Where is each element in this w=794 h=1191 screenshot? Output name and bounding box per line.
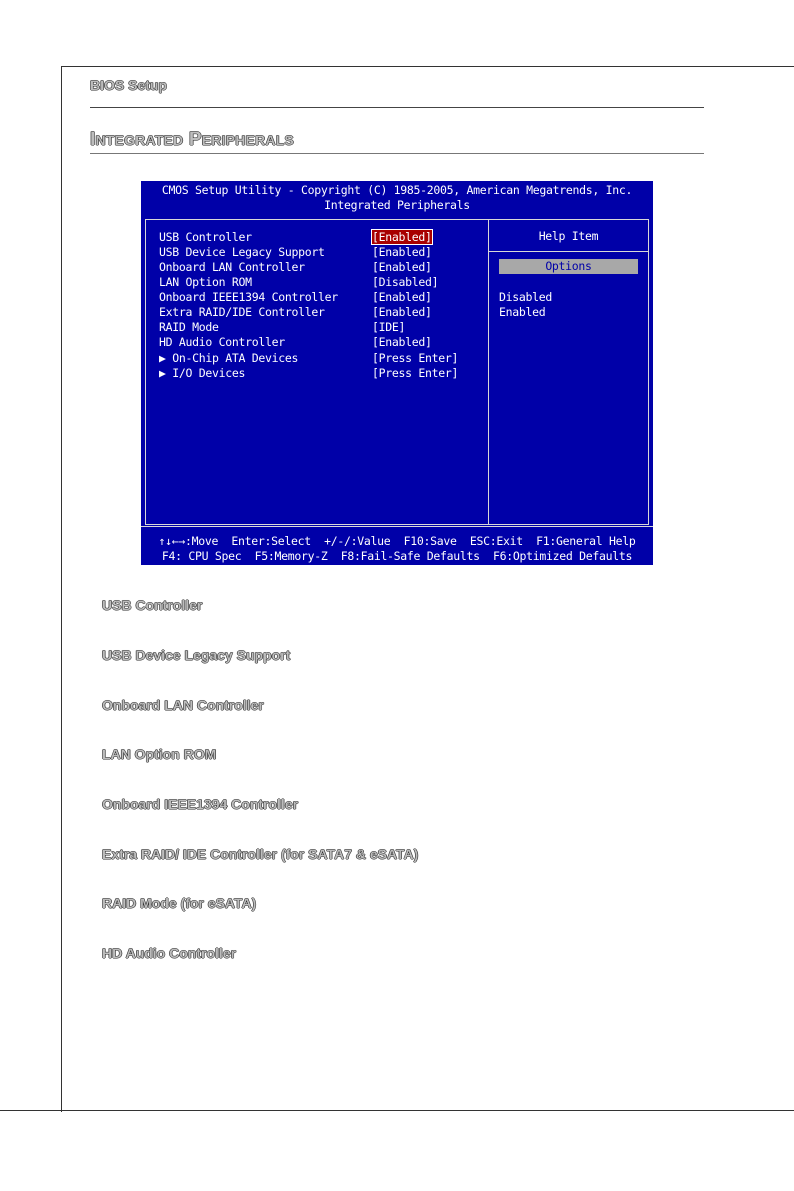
- bios-item-io-devices[interactable]: ▶ I/O Devices: [159, 366, 246, 380]
- bios-footer-keys-2: F4: CPU Spec F5:Memory-Z F8:Fail-Safe Defaults F6:Optimized Defaults: [161, 549, 633, 563]
- bios-item-hd-audio[interactable]: HD Audio Controller: [159, 335, 285, 349]
- page-frame-bottom-line: [0, 1110, 794, 1111]
- bios-value-io-devices[interactable]: [Press Enter]: [372, 366, 459, 380]
- section-title-rest-1: NTEGRATED: [95, 132, 184, 148]
- bios-item-extra-raid[interactable]: Extra RAID/IDE Controller: [159, 305, 325, 319]
- bios-help-option-enabled: Enabled: [499, 305, 546, 319]
- bios-item-usb-legacy[interactable]: USB Device Legacy Support: [159, 245, 325, 259]
- bios-screenshot: [141, 181, 653, 565]
- bios-panel-divider: [488, 219, 489, 525]
- desc-heading-ieee1394: Onboard IEEE1394 Controller: [102, 796, 299, 812]
- bios-help-option-disabled: Disabled: [499, 290, 552, 304]
- bios-value-usb-controller[interactable]: [Enabled]: [372, 230, 432, 244]
- section-title-cap-2: P: [188, 129, 202, 150]
- title-rule: [90, 153, 704, 154]
- bios-value-lan-option-rom[interactable]: [Disabled]: [372, 275, 439, 289]
- bios-item-usb-controller[interactable]: USB Controller: [159, 230, 252, 244]
- bios-footer-keys-1: ↑↓←→:Move Enter:Select +/-/:Value F10:Save ESC:Exit F1:General Help: [158, 534, 636, 548]
- desc-heading-onboard-lan: Onboard LAN Controller: [102, 697, 264, 713]
- bios-item-raid-mode[interactable]: RAID Mode: [159, 320, 219, 334]
- header-rule: [90, 107, 704, 108]
- bios-value-onboard-lan[interactable]: [Enabled]: [372, 260, 432, 274]
- running-header: BIOS Setup: [90, 77, 168, 93]
- bios-value-extra-raid[interactable]: [Enabled]: [372, 305, 432, 319]
- bios-item-on-chip-ata[interactable]: ▶ On-Chip ATA Devices: [159, 351, 299, 365]
- bios-title-page: Integrated Peripherals: [324, 198, 470, 212]
- bios-value-hd-audio[interactable]: [Enabled]: [372, 335, 432, 349]
- section-title-cap-1: I: [90, 129, 96, 150]
- page-frame-left-line: [61, 66, 62, 1112]
- bios-title-copyright: CMOS Setup Utility - Copyright (C) 1985-2005, American Megatrends, Inc.: [161, 183, 633, 197]
- page-frame-top-line: [61, 66, 794, 67]
- bios-item-onboard-lan[interactable]: Onboard LAN Controller: [159, 260, 305, 274]
- bios-value-ieee1394[interactable]: [Enabled]: [372, 290, 432, 304]
- bios-value-on-chip-ata[interactable]: [Press Enter]: [372, 351, 459, 365]
- desc-heading-usb-legacy: USB Device Legacy Support: [102, 647, 291, 663]
- desc-heading-raid-mode: RAID Mode (for eSATA): [102, 895, 257, 911]
- desc-heading-extra-raid: Extra RAID/ IDE Controller (for SATA7 & eSATA): [102, 846, 419, 862]
- bios-help-options-bar: Options: [499, 259, 638, 274]
- section-title-rest-2: ERIPHERALS: [201, 132, 294, 148]
- desc-heading-hd-audio: HD Audio Controller: [102, 945, 237, 961]
- bios-help-title: Help Item: [538, 229, 599, 243]
- desc-heading-lan-option-rom: LAN Option ROM: [102, 746, 217, 762]
- bios-help-rule: [489, 251, 648, 252]
- bios-item-ieee1394[interactable]: Onboard IEEE1394 Controller: [159, 290, 338, 304]
- desc-heading-usb-controller: USB Controller: [102, 597, 203, 613]
- bios-value-usb-legacy[interactable]: [Enabled]: [372, 245, 432, 259]
- bios-value-raid-mode[interactable]: [IDE]: [372, 320, 406, 334]
- bios-footer-rule: [141, 526, 653, 527]
- bios-item-lan-option-rom[interactable]: LAN Option ROM: [159, 275, 252, 289]
- section-title: [90, 129, 294, 151]
